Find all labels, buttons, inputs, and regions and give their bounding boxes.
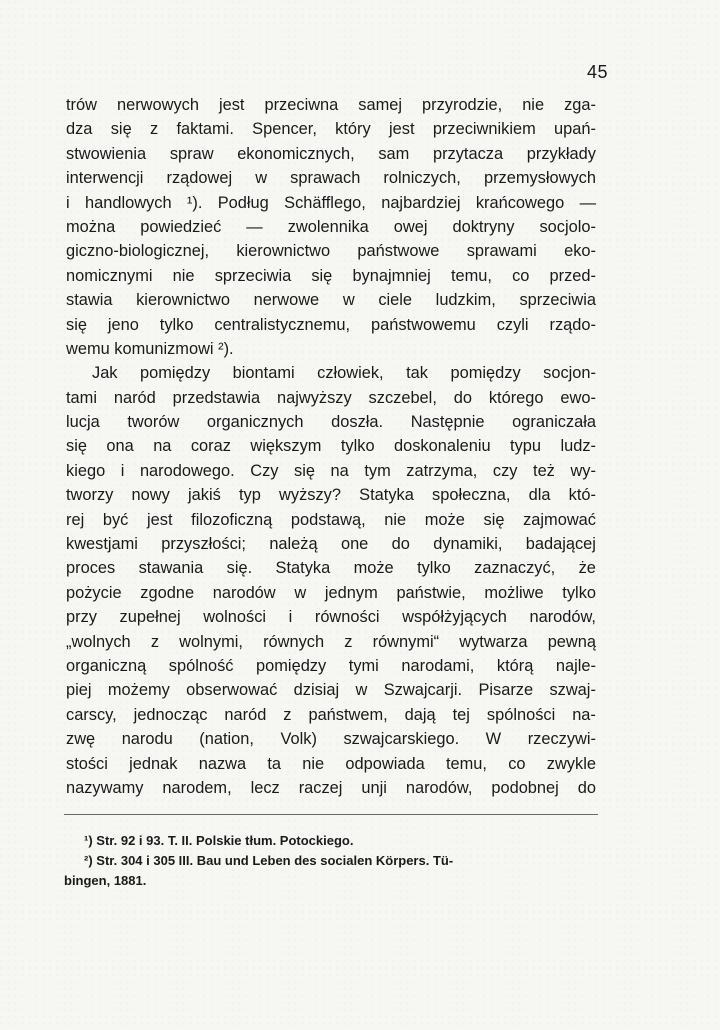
text-line: carscy, jednocząc naród z państwem, dają tej spólności na-: [66, 705, 596, 724]
text-line: stawia kierownictwo nerwowe w ciele ludzkim, sprzeciwia: [66, 291, 596, 310]
text-line: kiego i narodowego. Czy się na tym zatrzyma, czy też wy-: [66, 461, 596, 480]
text-line: Jak pomiędzy biontami człowiek, tak pomiędzy socjon-: [92, 364, 596, 383]
text-line: interwencji rządowej w sprawach rolniczych, przemysłowych: [66, 169, 596, 188]
text-line: tworzy nowy jakiś typ wyższy? Statyka społeczna, dla któ-: [66, 486, 596, 505]
text-line: wemu komunizmowi ²).: [66, 339, 234, 358]
text-line: nomicznymi nie sprzeciwia się bynajmniej temu, co przed-: [66, 266, 596, 285]
text-line: organiczną spólność pomiędzy tymi narodami, którą najle-: [66, 656, 596, 675]
footnote-divider: [64, 814, 598, 815]
text-line: lucja tworów organicznych doszła. Następnie ograniczała: [66, 413, 596, 432]
text-line: „wolnych z wolnymi, równych z równymi“ wytwarza pewną: [66, 632, 596, 651]
footnote-1: ¹) Str. 92 i 93. T. II. Polskie tłum. Potockiego.: [84, 833, 354, 848]
footnote-2-continuation: bingen, 1881.: [64, 873, 147, 888]
text-line: się ona na coraz większym tylko doskonaleniu typu ludz-: [66, 437, 596, 456]
text-line: tami naród przedstawia najwyższy szczebel, do którego ewo-: [66, 388, 596, 407]
text-line: się jeno tylko centralistycznemu, państwowemu czyli rządo-: [66, 315, 596, 334]
text-line: zwę narodu (nation, Volk) szwajcarskiego. W rzeczywi-: [66, 730, 596, 749]
text-line: przy zupełnej wolności i równości współżyjących narodów,: [66, 608, 596, 627]
text-line: piej możemy obserwować dzisiaj w Szwajcarji. Pisarze szwaj-: [66, 681, 596, 700]
text-line: kwestjami przyszłości; należą one do dynamiki, badającej: [66, 535, 596, 554]
text-line: rej być jest filozoficzną podstawą, nie może się zajmować: [66, 510, 596, 529]
body-text: [66, 93, 596, 800]
text-line: trów nerwowych jest przeciwna samej przyrodzie, nie zga-: [66, 96, 596, 114]
text-line: i handlowych ¹). Podług Schäfflego, najbardziej krańcowego —: [66, 193, 596, 212]
page-number: 45: [586, 62, 608, 82]
text-line: giczno-biologicznej, kierownictwo państwowe sprawami eko-: [66, 242, 596, 261]
text-line: pożycie zgodne narodów w jednym państwie, możliwe tylko: [66, 583, 596, 602]
footnotes: [64, 831, 596, 891]
text-line: stwowienia spraw ekonomicznych, sam przytacza przykłady: [66, 144, 596, 163]
text-line: stości jednak nazwa ta nie odpowiada temu, co zwykle: [66, 754, 596, 773]
text-line: dza się z faktami. Spencer, który jest przeciwnikiem upań-: [66, 120, 596, 139]
text-line: nazywamy narodem, lecz raczej unji narodów, podobnej do: [66, 778, 596, 797]
text-line: proces stawania się. Statyka może tylko zaznaczyć, że: [66, 559, 596, 578]
text-line: można powiedzieć — zwolennika owej doktryny socjolo-: [66, 217, 596, 236]
footnote-2: ²) Str. 304 i 305 III. Bau und Leben des socialen Körpers. Tü-: [84, 853, 454, 868]
